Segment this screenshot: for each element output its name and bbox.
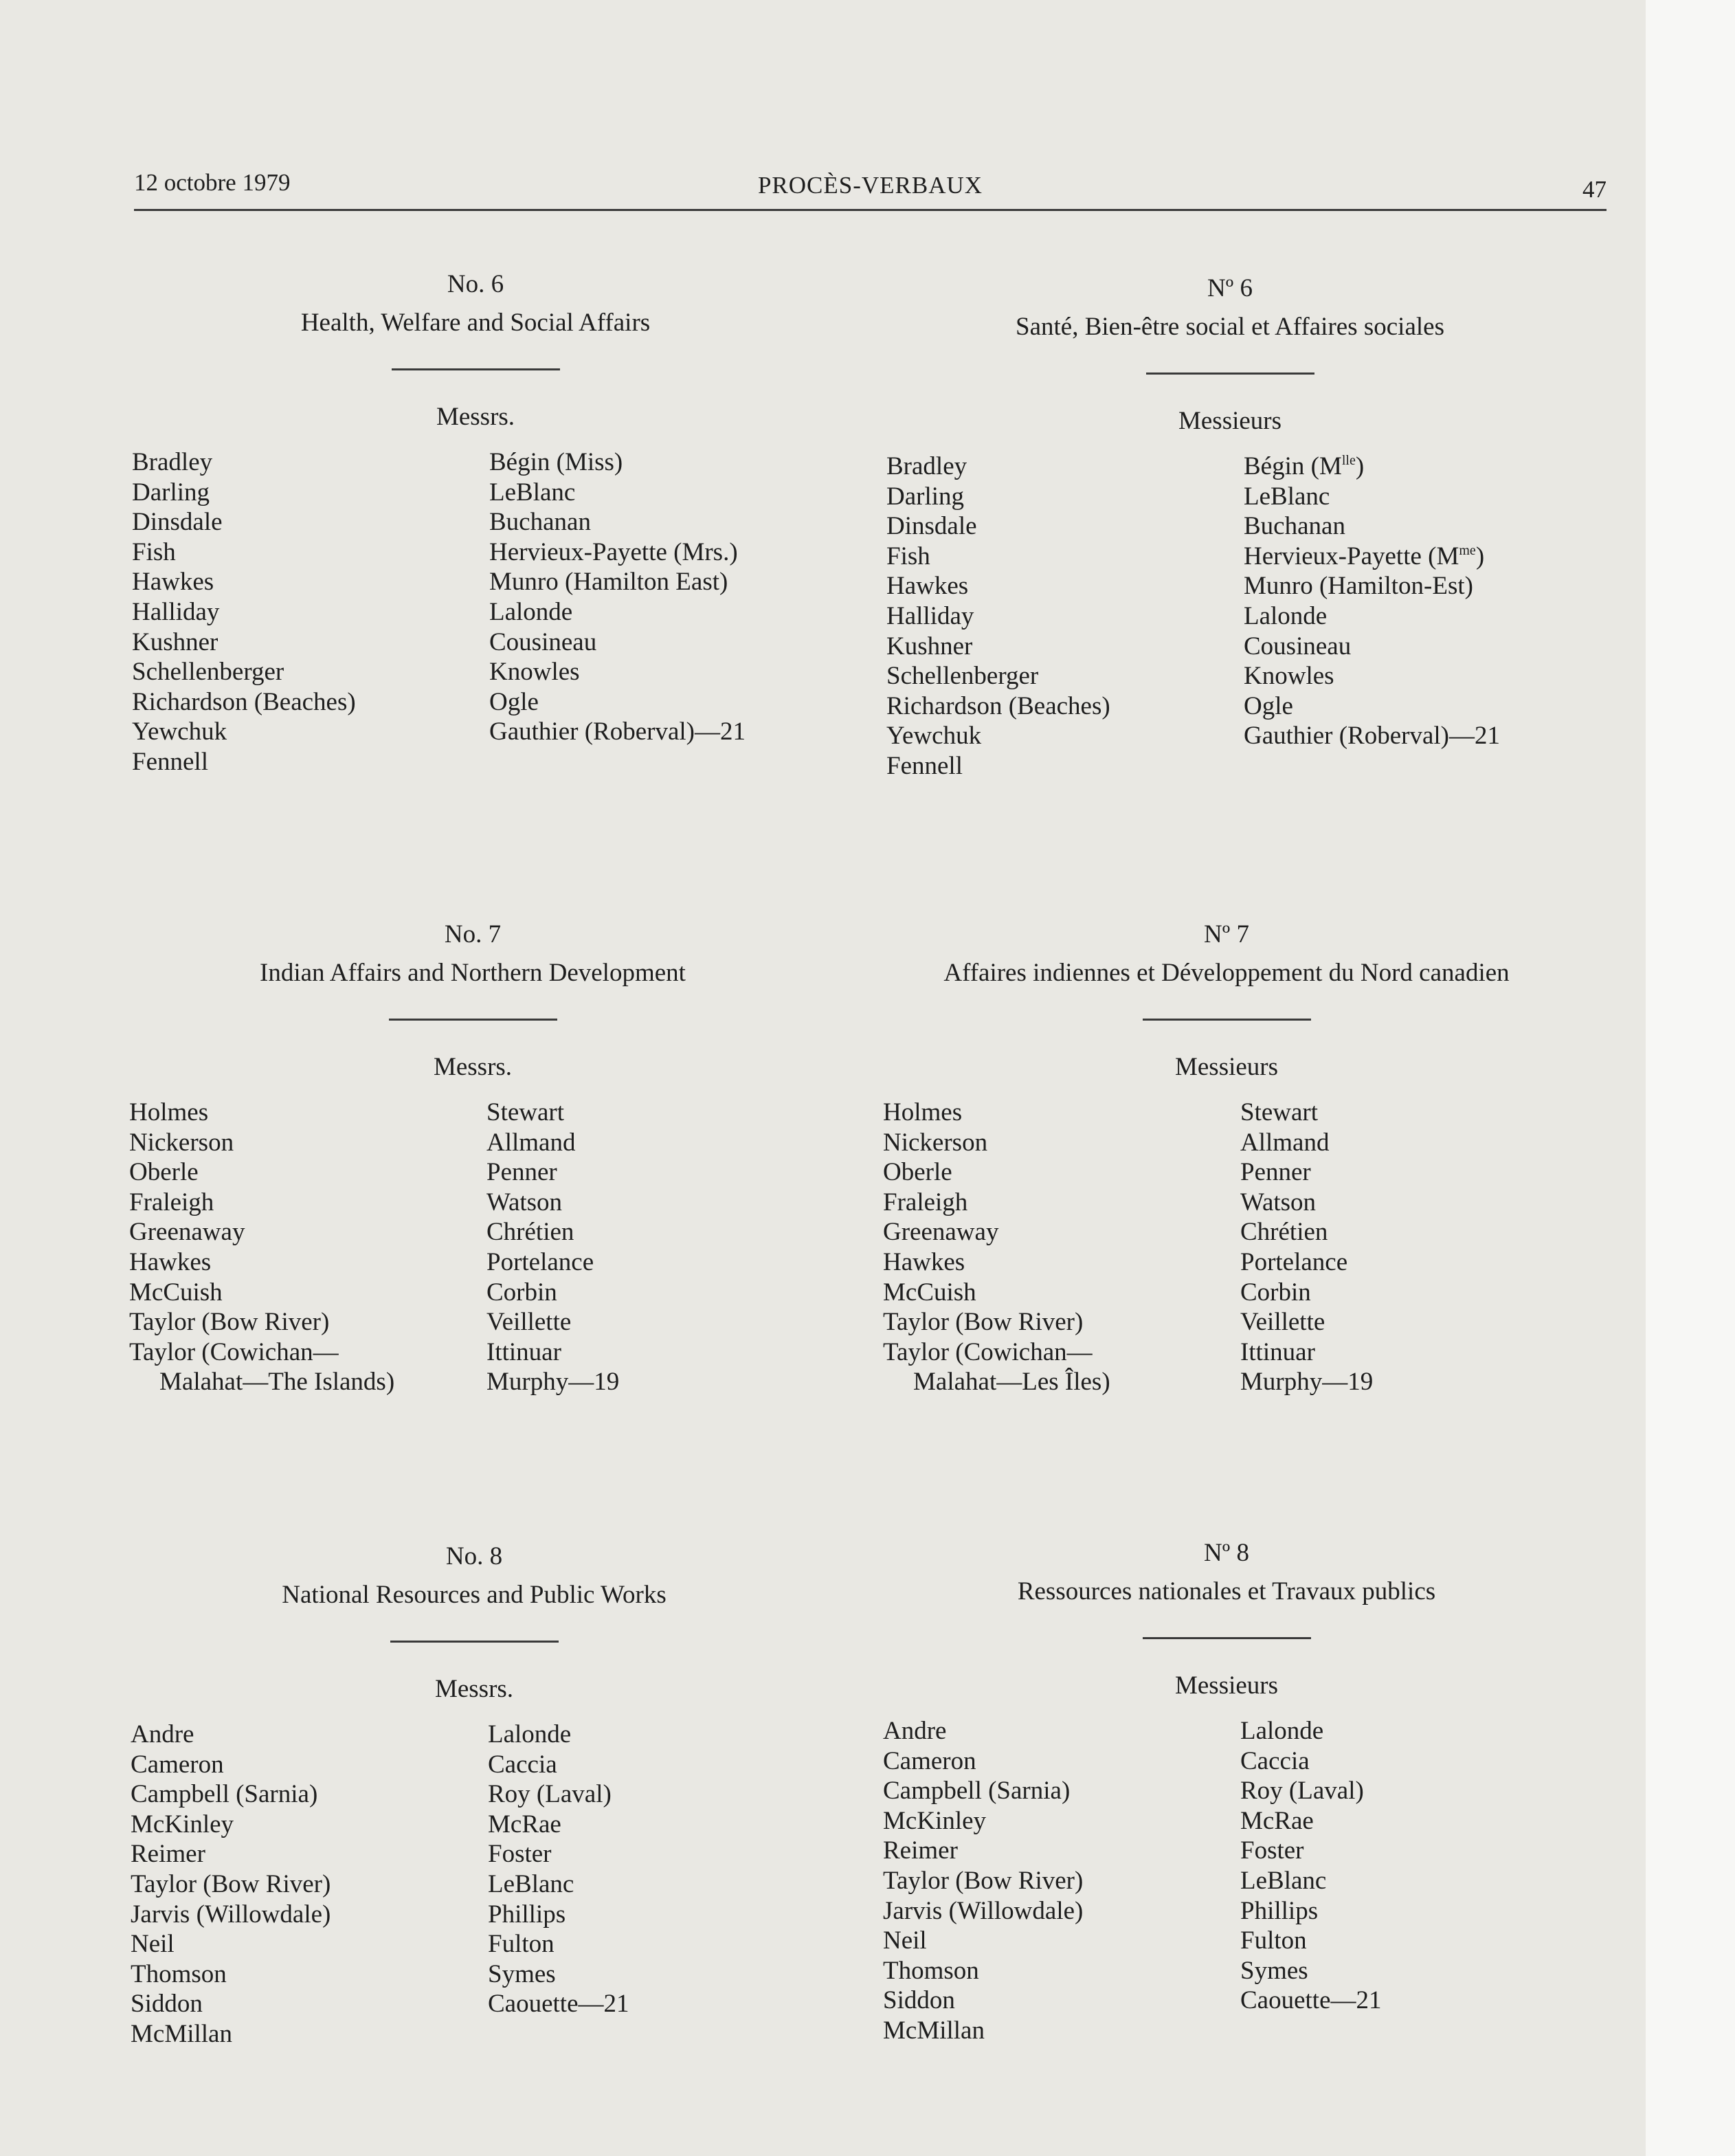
committee-number: No. 7 [444, 920, 502, 948]
member-name: Halliday [886, 601, 974, 630]
member-name: Caouette—21 [1240, 1986, 1382, 2015]
member-name: Fennell [886, 751, 963, 780]
member-name: Buchanan [489, 508, 591, 537]
member-name: Hawkes [129, 1247, 212, 1276]
committee-title: National Resources and Public Works [282, 1581, 667, 1609]
member-name: Schellenberger [886, 662, 1039, 691]
member-name: Darling [132, 478, 210, 507]
member-name: McCuish [883, 1278, 976, 1307]
member-name: Lalonde [488, 1720, 572, 1748]
member-name: Veillette [486, 1308, 572, 1337]
salutation: Messrs. [434, 1675, 514, 1703]
separator-rule [390, 1641, 559, 1643]
committee-number: Nº 7 [1204, 920, 1249, 948]
member-name: Murphy—19 [1240, 1368, 1374, 1397]
member-name: Penner [486, 1158, 557, 1187]
salutation: Messrs. [436, 403, 515, 431]
page-edge [1646, 0, 1735, 2156]
committee-number: Nº 6 [1207, 274, 1253, 302]
member-name: Thomson [883, 1956, 979, 1985]
member-name: Oberle [883, 1158, 952, 1187]
committee-number: Nº 8 [1204, 1539, 1249, 1567]
member-list [883, 1098, 1570, 1455]
member-name: Campbell (Sarnia) [883, 1777, 1071, 1805]
member-name: Ittinuar [1240, 1337, 1315, 1366]
member-name: Roy (Laval) [1240, 1777, 1364, 1805]
member-name: Nickerson [129, 1128, 234, 1157]
committee-7-english [129, 920, 816, 1455]
member-name: Veillette [1240, 1308, 1325, 1337]
page-number: 47 [1582, 176, 1607, 203]
member-name: Cameron [131, 1750, 224, 1779]
member-name: Hawkes [886, 572, 969, 601]
member-name: Bradley [886, 452, 967, 480]
member-name: Cousineau [1244, 632, 1352, 660]
member-name: Holmes [129, 1098, 209, 1126]
member-name: Portelance [1240, 1247, 1348, 1276]
committee-8-english [131, 1542, 818, 2077]
member-name: Caccia [488, 1750, 557, 1779]
member-name: Buchanan [1244, 512, 1345, 541]
separator-rule [392, 368, 560, 370]
member-name: McKinley [131, 1810, 234, 1838]
salutation: Messieurs [1178, 407, 1282, 435]
member-name: Allmand [1240, 1128, 1330, 1157]
member-name: Thomson [131, 1959, 227, 1988]
salutation: Messieurs [1174, 1671, 1279, 1700]
member-name: Cameron [883, 1746, 976, 1775]
member-name: LeBlanc [1240, 1866, 1327, 1895]
member-name: Watson [486, 1188, 563, 1216]
committee-title: Affaires indiennes et Développement du Nord canadien [943, 959, 1510, 987]
separator-rule [1143, 1019, 1311, 1021]
member-name: LeBlanc [488, 1869, 574, 1898]
running-header [134, 164, 1607, 211]
committee-number: No. 8 [445, 1542, 503, 1570]
member-name: Symes [1240, 1956, 1308, 1985]
member-name: McMillan [883, 2016, 985, 2045]
member-column-right [488, 1720, 629, 2019]
member-list [883, 1716, 1570, 2074]
header-date: 12 octobre 1979 [134, 169, 291, 196]
member-name: Fulton [1240, 1926, 1307, 1955]
member-name: Bégin (Miss) [489, 448, 623, 476]
committee-title: Santé, Bien-être social et Affaires sociales [1016, 313, 1444, 341]
member-name: LeBlanc [489, 478, 576, 507]
member-name: Taylor (Cowichan— [129, 1337, 339, 1366]
member-name: Cousineau [489, 627, 597, 656]
member-name: Neil [883, 1926, 927, 1955]
member-name: Lalonde [1240, 1717, 1324, 1745]
member-column-right [489, 447, 746, 747]
member-column-right [1240, 1098, 1373, 1397]
member-name: Fraleigh [129, 1188, 214, 1216]
member-name: Fraleigh [883, 1188, 968, 1216]
member-name: Hervieux-Payette $(M^{me})$ [1244, 542, 1485, 570]
committee-6-french [886, 274, 1574, 809]
member-name: Yewchuk [886, 722, 982, 751]
member-name: Jarvis (Willowdale) [883, 1896, 1084, 1925]
member-name: LeBlanc [1244, 482, 1330, 511]
member-column-left [886, 452, 1110, 781]
member-column-left [131, 1720, 331, 2049]
member-name: Taylor (Cowichan— [883, 1337, 1093, 1366]
member-list [132, 447, 819, 805]
member-name: Caouette—21 [488, 1990, 629, 2019]
member-name: Munro (Hamilton-Est) [1244, 572, 1473, 601]
member-name: Foster [1240, 1836, 1304, 1865]
member-name: Lalonde [1244, 601, 1328, 630]
member-name: Roy (Laval) [488, 1780, 612, 1809]
member-name: Fulton [488, 1930, 555, 1959]
member-name: Chrétien [1240, 1218, 1328, 1247]
member-name: Dinsdale [886, 512, 977, 541]
member-name: Stewart [486, 1098, 565, 1126]
member-name: Fish [886, 542, 930, 570]
member-list [886, 452, 1574, 809]
member-name: Symes [488, 1959, 556, 1988]
member-name: Taylor (Bow River) [131, 1869, 331, 1898]
member-column-right [1240, 1716, 1382, 2016]
member-name: Richardson (Beaches) [132, 687, 356, 716]
member-name: Darling [886, 482, 965, 511]
member-column-right [486, 1098, 619, 1397]
member-name: Knowles [1244, 662, 1334, 691]
committee-7-french [883, 920, 1570, 1455]
member-name: Knowles [489, 658, 580, 687]
committee-6-english [132, 269, 819, 805]
member-name: Ittinuar [486, 1337, 561, 1366]
member-name: Taylor (Bow River) [129, 1308, 330, 1337]
member-name: Kushner [886, 632, 973, 660]
header-title: PROCÈS-VERBAUX [757, 172, 983, 199]
member-name: Hawkes [132, 568, 214, 597]
member-name: Portelance [486, 1247, 594, 1276]
committee-title: Ressources nationales et Travaux publics [1017, 1577, 1436, 1605]
member-name: Siddon [131, 1990, 203, 2019]
member-name: Hervieux-Payette (Mrs.) [489, 537, 738, 566]
member-column-left [883, 1716, 1083, 2046]
committee-8-french [883, 1538, 1570, 2074]
member-name: Holmes [883, 1098, 963, 1126]
member-name: Foster [488, 1840, 552, 1869]
member-name: Campbell (Sarnia) [131, 1780, 318, 1809]
salutation: Messieurs [1174, 1053, 1279, 1081]
member-name: Greenaway [129, 1218, 245, 1247]
member-name: Hawkes [883, 1247, 965, 1276]
member-name: Jarvis (Willowdale) [131, 1900, 331, 1929]
member-name: Stewart [1240, 1098, 1319, 1126]
member-name: Lalonde [489, 597, 573, 626]
member-name: McCuish [129, 1278, 223, 1307]
committee-title: Health, Welfare and Social Affairs [300, 309, 651, 337]
member-name: Fish [132, 537, 176, 566]
member-column-left [883, 1098, 1110, 1397]
member-name: Siddon [883, 1986, 955, 2015]
member-name: Bégin $(M^{lle})$ [1244, 452, 1365, 480]
member-name: McRae [1240, 1806, 1314, 1835]
member-name: Corbin [486, 1278, 557, 1307]
member-name: Corbin [1240, 1278, 1311, 1307]
member-name: Ogle [489, 687, 539, 716]
member-name: Oberle [129, 1158, 199, 1187]
member-name: Phillips [488, 1900, 566, 1929]
member-name: Taylor (Bow River) [883, 1308, 1084, 1337]
member-name: Gauthier (Roberval)—21 [1244, 722, 1500, 751]
member-name: Taylor (Bow River) [883, 1866, 1084, 1895]
member-name: Phillips [1240, 1896, 1319, 1925]
member-name-continuation: Malahat—The Islands) [159, 1368, 395, 1397]
member-name: Reimer [883, 1836, 958, 1865]
member-name-continuation: Malahat—Les Îles) [913, 1368, 1110, 1397]
member-name: Reimer [131, 1840, 205, 1869]
member-column-left [129, 1098, 394, 1397]
member-name: Munro (Hamilton East) [489, 568, 728, 597]
member-list [131, 1720, 818, 2077]
member-name: McRae [488, 1810, 561, 1838]
member-name: Neil [131, 1930, 175, 1959]
member-name: Gauthier (Roberval)—21 [489, 718, 746, 746]
separator-rule [389, 1019, 557, 1021]
member-name: Yewchuk [132, 718, 227, 746]
member-name: Halliday [132, 597, 220, 626]
member-name: Murphy—19 [486, 1368, 620, 1397]
separator-rule [1143, 1637, 1311, 1639]
member-name: McMillan [131, 2019, 232, 2048]
member-name: Fennell [132, 747, 208, 776]
member-name: Bradley [132, 448, 213, 476]
member-name: Caccia [1240, 1746, 1310, 1775]
member-name: McKinley [883, 1806, 987, 1835]
salutation: Messrs. [433, 1053, 513, 1081]
committee-title: Indian Affairs and Northern Development [260, 959, 686, 987]
member-name: Allmand [486, 1128, 576, 1157]
member-name: Ogle [1244, 691, 1293, 720]
member-list [129, 1098, 816, 1455]
member-name: Schellenberger [132, 658, 284, 687]
member-name: Kushner [132, 627, 219, 656]
member-name: Andre [883, 1717, 947, 1745]
member-name: Andre [131, 1720, 194, 1748]
member-name: Chrétien [486, 1218, 574, 1247]
member-name: Dinsdale [132, 508, 223, 537]
member-name: Penner [1240, 1158, 1311, 1187]
separator-rule [1146, 373, 1314, 375]
member-column-right [1244, 452, 1500, 751]
committee-number: No. 6 [447, 270, 504, 298]
member-name: Richardson (Beaches) [886, 691, 1110, 720]
member-name: Watson [1240, 1188, 1317, 1216]
member-name: Nickerson [883, 1128, 988, 1157]
member-name: Greenaway [883, 1218, 999, 1247]
member-column-left [132, 447, 356, 777]
